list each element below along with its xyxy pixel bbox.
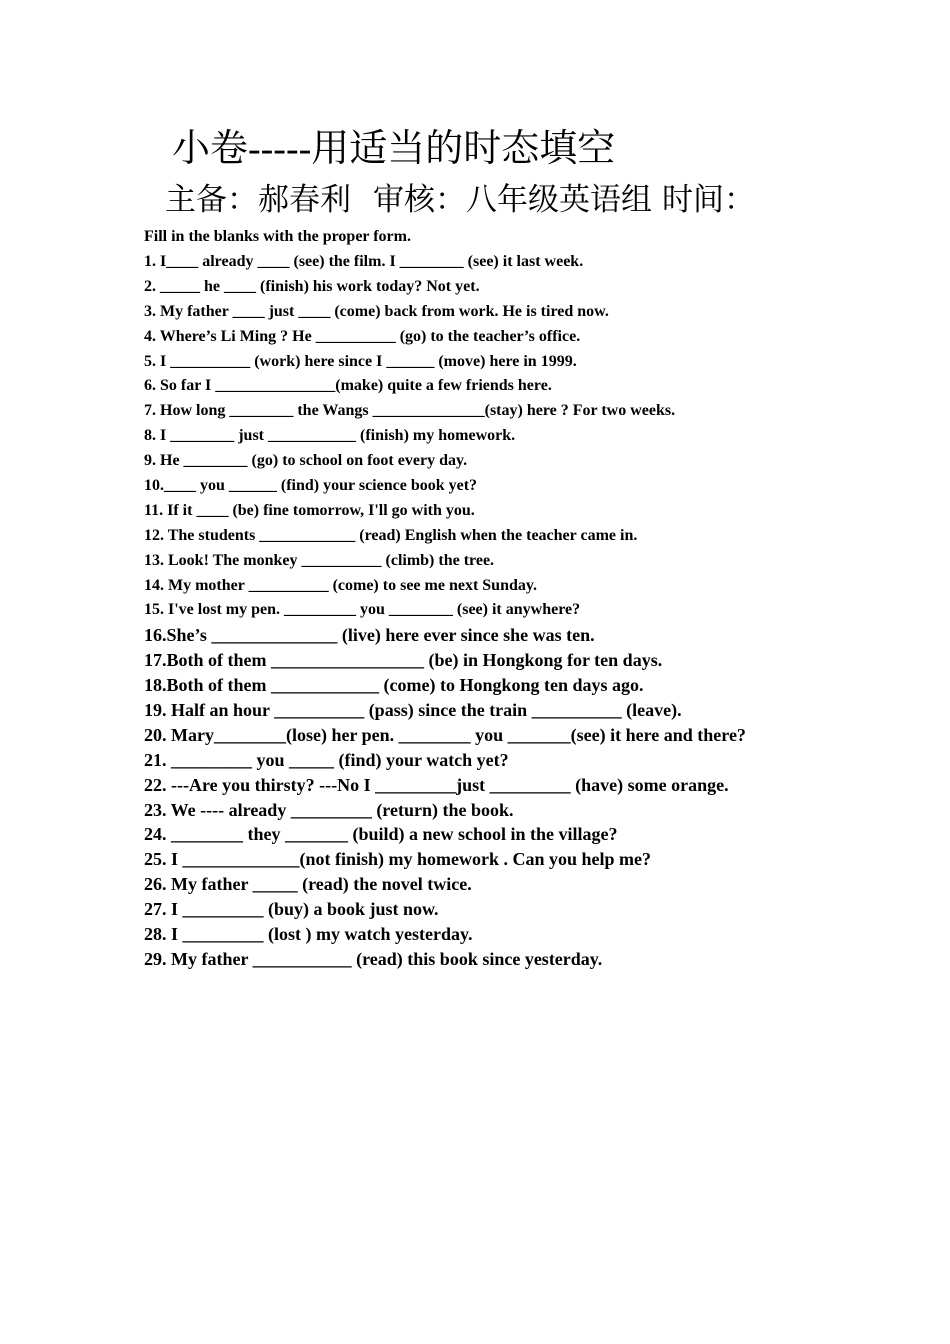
question-14: 14. My mother __________ (come) to see me next Sunday. bbox=[144, 576, 537, 594]
question-29: 29. My father ___________ (read) this book since yesterday. bbox=[144, 948, 603, 969]
question-22: 22. ---Are you thirsty? ---No I _________just _________ (have) some orange. bbox=[144, 774, 729, 795]
question-26: 26. My father _____ (read) the novel twice. bbox=[144, 874, 472, 895]
question-17: 17.Both of them _________________ (be) in Hongkong for ten days. bbox=[144, 650, 663, 671]
question-27: 27. I _________ (buy) a book just now. bbox=[144, 899, 439, 920]
time-label: 时间： bbox=[662, 182, 755, 217]
question-19: 19. Half an hour __________ (pass) since the train __________ (leave). bbox=[144, 700, 682, 721]
question-6: 6. So far I _______________(make) quite a few friends here. bbox=[144, 377, 552, 395]
question-2: 2. _____ he ____ (finish) his work today? Not yet. bbox=[144, 277, 480, 295]
question-7: 7. How long ________ the Wangs ______________(stay) here ? For two weeks. bbox=[144, 402, 676, 420]
question-1: 1. I____ already ____ (see) the film. I ________ (see) it last week. bbox=[144, 253, 584, 270]
question-25: 25. I _____________(not finish) my homework . Can you help me? bbox=[144, 849, 652, 870]
question-5: 5. I __________ (work) here since I ______ (move) here in 1999. bbox=[144, 352, 577, 370]
question-12: 12. The students ____________ (read) English when the teacher came in. bbox=[144, 526, 638, 544]
question-3: 3. My father ____ just ____ (come) back from work. He is tired now. bbox=[144, 302, 609, 320]
question-16: 16.She’s ______________ (live) here ever since she was ten. bbox=[144, 625, 595, 646]
question-list bbox=[144, 250, 746, 972]
question-20: 20. Mary________(lose) her pen. ________ you _______(see) it here and there? bbox=[144, 724, 746, 745]
question-23: 23. We ---- already _________ (return) the book. bbox=[144, 799, 514, 820]
prepared-by: 主备：郝春利 bbox=[165, 182, 351, 217]
reviewed-by: 审核：八年级英语组 bbox=[373, 182, 652, 217]
worksheet-title: 小卷-----用适当的时态填空 bbox=[172, 128, 616, 170]
question-8: 8. I ________ just ___________ (finish) my homework. bbox=[144, 427, 516, 445]
question-10: 10.____ you ______ (find) your science book yet? bbox=[144, 477, 478, 495]
question-4: 4. Where’s Li Ming ? He __________ (go) to the teacher’s office. bbox=[144, 327, 581, 345]
instructions: Fill in the blanks with the proper form. bbox=[144, 228, 411, 245]
question-13: 13. Look! The monkey __________ (climb) the tree. bbox=[144, 551, 495, 569]
question-18: 18.Both of them ____________ (come) to Hongkong ten days ago. bbox=[144, 675, 644, 696]
question-21: 21. _________ you _____ (find) your watch yet? bbox=[144, 749, 509, 770]
question-9: 9. He ________ (go) to school on foot every day. bbox=[144, 452, 468, 470]
worksheet-subtitle bbox=[165, 178, 755, 222]
question-28: 28. I _________ (lost ) my watch yesterday. bbox=[144, 924, 473, 945]
question-11: 11. If it ____ (be) fine tomorrow, I'll go with you. bbox=[144, 501, 475, 519]
question-15: 15. I've lost my pen. _________ you ________ (see) it anywhere? bbox=[144, 601, 581, 619]
question-24: 24. ________ they _______ (build) a new school in the village? bbox=[144, 824, 618, 845]
